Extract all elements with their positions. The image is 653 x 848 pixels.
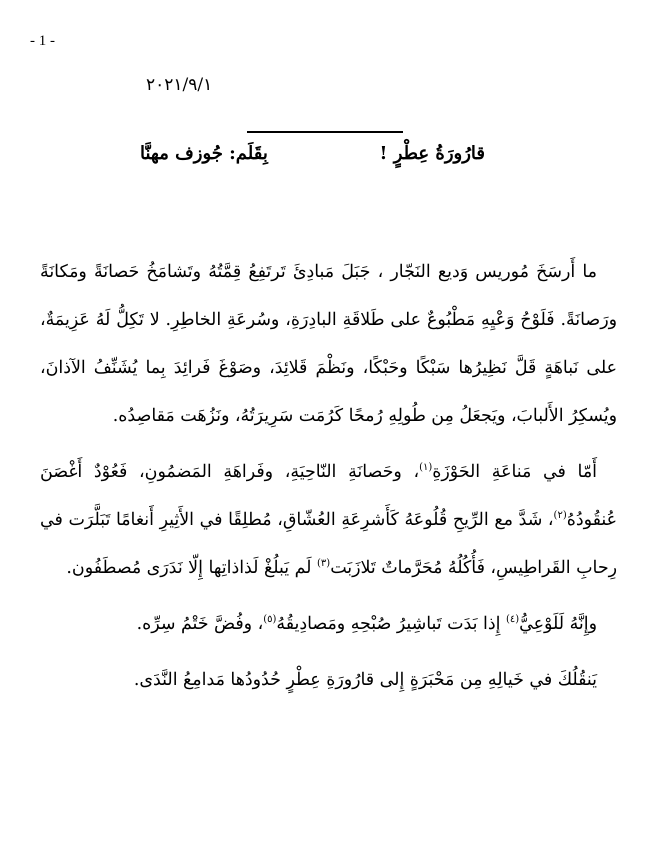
page-number: - 1 - (30, 33, 55, 49)
document-body (40, 248, 617, 712)
paragraph (40, 448, 617, 592)
text-run: إِذا بَدَت تَباشِيرُ صُبْحِهِ ومَصادِيقُهُ (276, 614, 506, 634)
text-run: وإِنَّهُ لَلَوْعِيُّ (519, 614, 597, 634)
footnote-marker: (٣) (317, 558, 331, 570)
footnote-marker: (٤) (505, 614, 520, 626)
text-run: أَمّا في مَناعَةِ الحَوْزَةِ (432, 462, 597, 482)
text-run: يَنقُلُكَ في خَيالِهِ مِن مَحْبَرَةٍ إِلى قارُورَةِ عِطْرٍ حُدُودُها مَدامِعُ النَّدَى. (133, 670, 597, 690)
text-run: ما أَرسَخَ مُوريس وَديع النَجّار ، جَبَلَ مَبادِئَ تَرتَفِعُ قِمَّتُهُ وتَشامَخُ حَصانَةً ومَكانَةً ورَصانَةً. فَلَوْحُ وَعْيِهِ مَطْبُوعٌ على طَلاقَةِ البادِرَةِ، وسُرعَةِ الخاطِرِ. لا تَكِلُّ لَهُ عَزِيمَةٌ، على نَباهَةٍ قَلَّ نَظِيرُها سَبْكًا وحَبْكًا، ونَظْمَ قَلائِدَ، وصَوْغَ فَرائِدَ بِما يُشَنِّفُ الآذانَ، ويُسكِرُ الأَلبابَ، ويَجعَلُ مِن طُولِهِ رُمحًا كَرُمَت سَرِيرَتُهُ، ونَزُهَت مَقاصِدُه. (40, 262, 617, 426)
title-line (140, 143, 485, 173)
paragraph (40, 600, 617, 648)
author-byline: بِقَلَم: جُوزف مهنَّا (140, 143, 268, 164)
paragraph (40, 248, 617, 440)
document-title: قارُورَةُ عِطْرٍ ! (379, 143, 485, 164)
paragraph (40, 656, 617, 704)
footnote-marker: (٢) (553, 510, 567, 522)
title-rule (247, 131, 403, 133)
text-run: لَم يَبلُغْ لَذاذاتِها إِلّا نَدَرَى مُصطَفُون. (66, 558, 318, 578)
text-run: ، وحَصانَةِ النّاحِيَةِ، وفَراهَةِ المَضمُونِ، فَعُوْدٌ أَغْصَنَ عُنقُودُهُ (40, 462, 617, 530)
document-date: ٢٠٢١/٩/١ (146, 75, 213, 95)
text-run: ، وفُضَّ خَتْمُ سِرِّه. (136, 614, 264, 634)
footnote-marker: (١) (419, 462, 433, 474)
footnote-marker: (٥) (263, 614, 277, 626)
text-run: ، شَدَّ مع الرِّيحِ قُلُوعَهُ كَأَشرِعَةِ العُشّاقِ، مُطلِقًا في الأَثِيرِ أَنغامًا تَبَلَّرَت في رِحابِ القَراطِيسِ، فَأُكُلُهُ مُحَرَّماتٌ تَلازَبَت (40, 510, 617, 578)
